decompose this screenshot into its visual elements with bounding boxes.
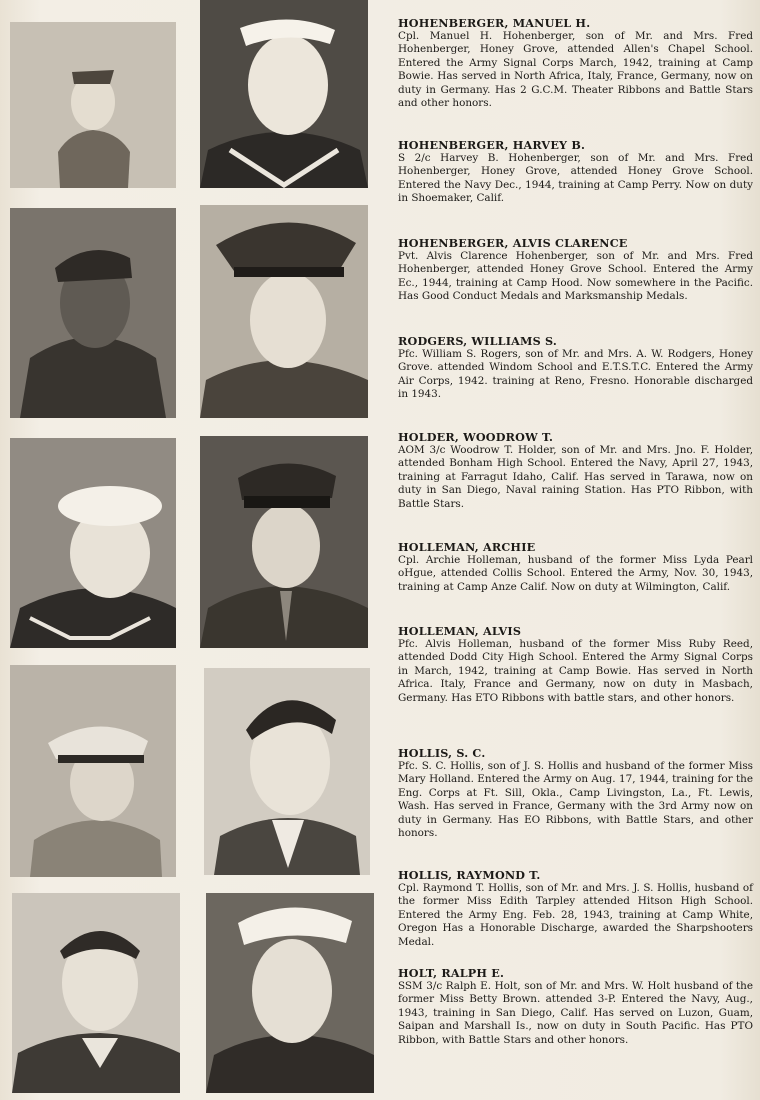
portrait-photo <box>10 438 176 648</box>
portrait-photo <box>200 0 368 188</box>
entry <box>398 236 753 304</box>
portrait-photo <box>10 665 176 877</box>
portrait-photo <box>10 208 176 418</box>
portrait-photo <box>12 893 180 1093</box>
entry-text: AOM 3/c Woodrow T. Holder, son of Mr. and Mrs. Jno. F. Holder, attended Bonham High School. Entered the Navy, April 27, 1943, training at Farragut Idaho, Calif. Has served in Tarawa, now on duty in San Diego, Naval raining Station. Has PTO Ribbon, with Battle Stars. <box>398 444 753 510</box>
entry <box>398 430 753 511</box>
entry-name: HOLLIS, RAYMOND T. <box>398 868 541 882</box>
entry-text: Cpl. Archie Holleman, husband of the former Miss Lyda Pearl oHgue, attended Collis School. Entered the Army, Nov. 30, 1943, training at Camp Anze Calif. Now on duty at Wilmington, Calif. <box>398 554 753 593</box>
entry-name: HOHENBERGER, MANUEL H. <box>398 16 591 30</box>
entry-name: HOLLEMAN, ARCHIE <box>398 540 536 554</box>
entry-name: HOLT, RALPH E. <box>398 966 505 980</box>
entry-text: SSM 3/c Ralph E. Holt, son of Mr. and Mrs. W. Holt husband of the former Miss Betty Brown. attended 3-P. Entered the Navy, Aug., 1943, training in San Diego, Calif. Has served on Luzon, Guam, Saipan and Marshall Is., now on duty in South Pacific. Has PTO Ribbon, with Battle Stars and other honors. <box>398 980 753 1046</box>
portrait-photo <box>10 22 176 188</box>
entry <box>398 746 753 840</box>
entry-text: Pvt. Alvis Clarence Hohenberger, son of Mr. and Mrs. Fred Hohenberger, attended Honey Grove School. Entered the Army Ec., 1944, training at Camp Hood. Now somewhere in the Pacific. Has Good Conduct Medals and Marksmanship Medals. <box>398 250 753 303</box>
entry-name: HOLDER, WOODROW T. <box>398 430 554 444</box>
entry <box>398 966 753 1047</box>
portrait-photo <box>204 668 370 875</box>
entry <box>398 138 753 206</box>
entry <box>398 334 753 402</box>
entry-name: HOHENBERGER, HARVEY B. <box>398 138 586 152</box>
portrait-photo <box>206 893 374 1093</box>
entry-text: Cpl. Raymond T. Hollis, son of Mr. and Mrs. J. S. Hollis, husband of the former Miss Edith Tarpley attended Hitson High School. Entered the Army Eng. Feb. 28, 1943, training at Camp White, Oregon Has a Honorable Discharge, awarded the Sharpshooters Medal. <box>398 882 753 948</box>
entry-text: Pfc. S. C. Hollis, son of J. S. Hollis and husband of the former Miss Mary Holland. Entered the Army on Aug. 17, 1944, training for the Eng. Corps at Ft. Sill, Okla., Camp Livingston, La., Ft. Lewis, Wash. Has served in France, Germany with the 3rd Army now on duty in Germany. Has EO Ribbons, with Battle Stars, and other honors. <box>398 760 753 840</box>
entry-text: Pfc. Alvis Holleman, husband of the former Miss Ruby Reed, attended Dodd City High School. Entered the Army Signal Corps in March, 1942, training at Camp Bowie. Has served in North Africa. Italy, France and Germany, now on duty in Masbach, Germany. Has ETO Ribbons with battle stars, and other honors. <box>398 638 753 704</box>
entry-name: HOHENBERGER, ALVIS CLARENCE <box>398 236 628 250</box>
entry <box>398 540 753 594</box>
entry-name: HOLLEMAN, ALVIS <box>398 624 522 638</box>
entry-text: Cpl. Manuel H. Hohenberger, son of Mr. and Mrs. Fred Hohenberger, Honey Grove, attended Allen's Chapel School. Entered the Army Signal Corps March, 1942, training at Camp Bowie. Has served in North Africa, Italy, France, Germany, now on duty in Germany. Has 2 G.C.M. Theater Ribbons and Battle Stars and other honors. <box>398 30 753 110</box>
portrait-photo <box>200 205 368 418</box>
entry <box>398 624 753 705</box>
entry <box>398 868 753 949</box>
entry-text: Pfc. William S. Rogers, son of Mr. and Mrs. A. W. Rodgers, Honey Grove. attended Windom School and E.T.S.T.C. Entered the Army Air Corps, 1942. training at Reno, Fresno. Honorable discharged in 1943. <box>398 348 753 401</box>
entry-name: HOLLIS, S. C. <box>398 746 486 760</box>
entry-text: S 2/c Harvey B. Hohenberger, son of Mr. and Mrs. Fred Hohenberger, Honey Grove, attended Honey Grove School. Entered the Navy Dec., 1944, training at Camp Perry. Now on duty in Shoemaker, Calif. <box>398 152 753 205</box>
entry-name: RODGERS, WILLIAMS S. <box>398 334 557 348</box>
portrait-photo <box>200 436 368 648</box>
entry <box>398 16 753 110</box>
